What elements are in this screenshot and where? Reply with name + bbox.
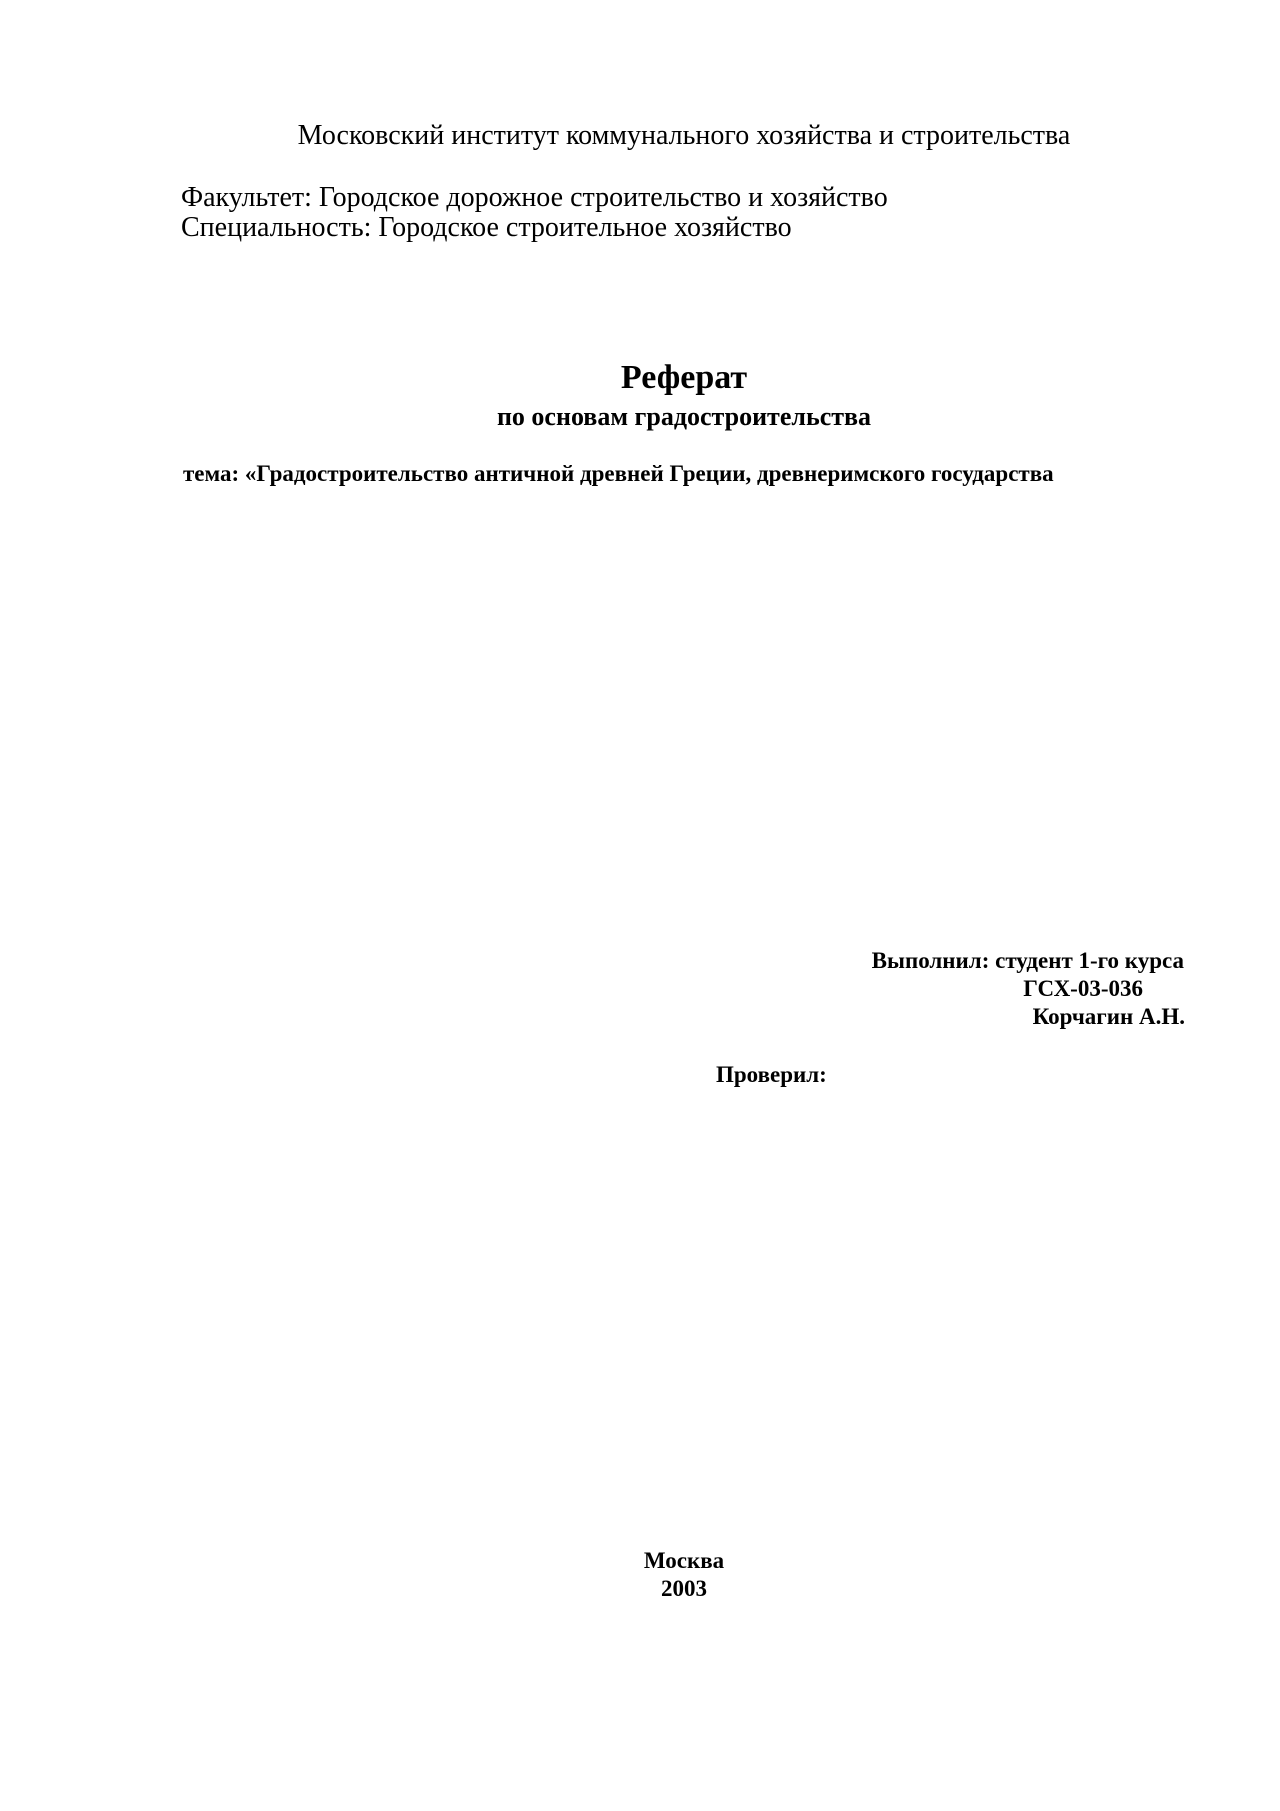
topic-line: тема: «Градостроительство античной древней Греции, древнеримского государства [183, 461, 1054, 486]
year-label: 2003 [661, 1576, 707, 1601]
faculty-line: Факультет: Городское дорожное строительство и хозяйство [181, 182, 888, 213]
group-code: ГСХ-03-036 [1023, 976, 1143, 1001]
city-name: Москва [643, 1548, 725, 1573]
specialty-line: Специальность: Городское строительное хозяйство [181, 212, 792, 243]
document-title: Реферат [620, 359, 748, 396]
document-subtitle: по основам градостроительства [496, 402, 872, 431]
author-name: Корчагин А.Н. [1032, 1004, 1185, 1029]
performed-by-line: Выполнил: студент 1-го курса [871, 948, 1184, 973]
institute-name: Московский институт коммунального хозяйства и строительства [297, 120, 1071, 151]
checked-by-label: Проверил: [716, 1062, 827, 1087]
